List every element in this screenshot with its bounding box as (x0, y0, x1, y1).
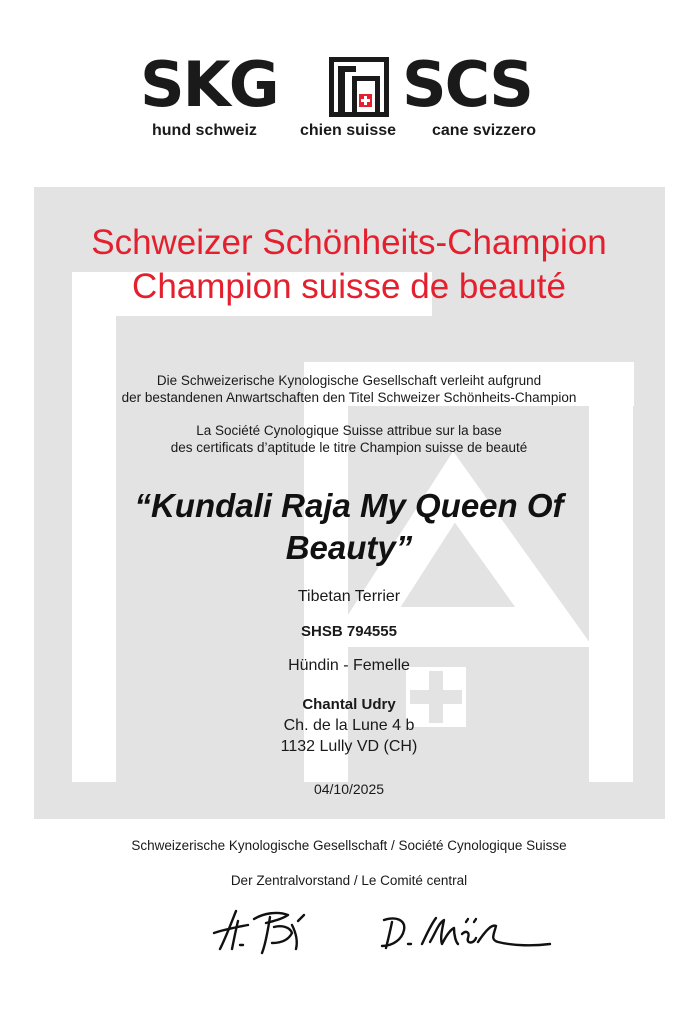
swiss-kennel-logo-icon (328, 56, 390, 118)
footer-organization: Schweizerische Kynologische Gesellschaft / Société Cynologique Suisse (131, 838, 567, 853)
subtitle-german: hund schweiz (152, 122, 257, 139)
owner-city: 1132 Lully VD (CH) (280, 738, 418, 755)
intro-german-line1: Die Schweizerische Kynologische Gesellschaft verleiht aufgrund (156, 373, 542, 388)
logo-text-right: SCS (402, 48, 532, 121)
dog-name-line1: “Kundali Raja My Queen Of (134, 487, 564, 524)
intro-german-line2: der bestandenen Anwartschaften den Titel Schweizer Schönheits-Champion (121, 390, 577, 405)
logo-text-left: SKG (140, 48, 278, 121)
owner-name: Chantal Udry (302, 696, 396, 713)
award-date: 04/10/2025 (313, 781, 385, 797)
dog-registry-number: SHSB 794555 (301, 623, 397, 640)
footer-committee: Der Zentralvorstand / Le Comité central (230, 873, 468, 888)
logo (140, 48, 560, 121)
subtitle-french: chien suisse (300, 122, 397, 139)
dog-name-line2: Beauty” (285, 529, 413, 566)
intro-french-line2: des certificats d’aptitude le titre Champion suisse de beauté (170, 440, 528, 455)
title-french: Champion suisse de beauté (132, 267, 566, 306)
intro-french-line1: La Société Cynologique Suisse attribue sur la base (196, 423, 502, 438)
owner-street: Ch. de la Lune 4 b (283, 717, 415, 734)
dog-breed: Tibetan Terrier (297, 588, 401, 605)
logo-subtitle (140, 122, 560, 142)
signature-2-icon (378, 910, 558, 955)
dog-sex: Hündin - Femelle (288, 657, 410, 674)
signature-1-icon (212, 903, 312, 958)
title-german: Schweizer Schönheits-Champion (91, 223, 607, 262)
subtitle-italian: cane svizzero (432, 122, 537, 139)
